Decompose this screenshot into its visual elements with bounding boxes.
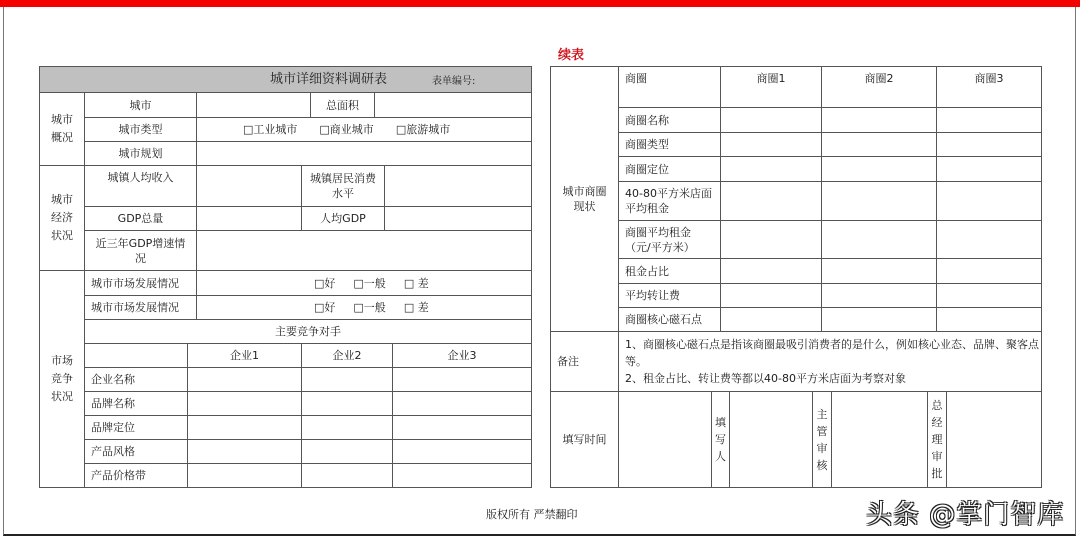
input-urban-consumption[interactable]: [384, 165, 532, 207]
note-2: 2、租金占比、转让费等都以40-80平方米店面为考察对象: [625, 372, 906, 385]
watermark: 头条 @掌门智库: [866, 500, 1065, 530]
input-cell[interactable]: [821, 258, 937, 284]
label-city: 城市: [84, 92, 197, 118]
checkbox-tourism-city[interactable]: □旅游城市: [395, 123, 451, 136]
city-type-options: [196, 117, 532, 142]
input-cell[interactable]: [301, 391, 393, 416]
label-supervisor-review: [812, 391, 832, 488]
input-cell[interactable]: [720, 132, 822, 157]
label-urban-consumption: 城镇居民消费水平: [301, 165, 385, 207]
input-cell[interactable]: [720, 107, 822, 133]
input-cell[interactable]: [936, 107, 1042, 133]
input-cell[interactable]: [936, 258, 1042, 284]
input-cell[interactable]: [720, 258, 822, 284]
col-district-2: 商圈2: [821, 66, 937, 108]
table-title: 城市详细资料调研表: [270, 72, 388, 87]
checkbox-good[interactable]: □好: [314, 276, 336, 290]
row-brand-name: 品牌名称: [84, 391, 188, 416]
input-cell[interactable]: [821, 181, 937, 221]
input-supervisor-review[interactable]: [831, 391, 928, 488]
checkbox-poor[interactable]: □ 差: [403, 301, 429, 314]
label-gdp-growth: 近三年GDP增速情况: [84, 230, 197, 271]
input-cell[interactable]: [301, 439, 393, 464]
input-cell[interactable]: [720, 181, 822, 221]
checkbox-poor[interactable]: □ 差: [403, 276, 429, 290]
input-cell[interactable]: [301, 415, 393, 440]
input-cell[interactable]: [720, 156, 822, 182]
section-economy: [39, 165, 85, 271]
input-cell[interactable]: [821, 283, 937, 308]
row-price-band: 产品价格带: [84, 463, 188, 488]
checkbox-good[interactable]: □好: [314, 301, 336, 314]
checkbox-commercial-city[interactable]: □商业城市: [319, 123, 374, 136]
row-avg-rent-40-80: 40-80平方米店面平均租金: [618, 181, 721, 221]
input-cell[interactable]: [392, 391, 532, 416]
input-cell[interactable]: [936, 181, 1042, 221]
row-district-name: 商圈名称: [618, 107, 721, 133]
label-supervisor-review-text: 主管审核: [816, 407, 828, 472]
section-market-label: 市场竞争状况: [51, 354, 73, 403]
input-cell[interactable]: [301, 463, 393, 488]
input-gdp-growth[interactable]: [196, 230, 532, 271]
input-cell[interactable]: [301, 367, 393, 392]
input-cell[interactable]: [392, 439, 532, 464]
section-business-district-label: 城市商圈现状: [562, 185, 607, 213]
input-cell[interactable]: [821, 107, 937, 133]
competitor-corner: [84, 343, 188, 368]
input-cell[interactable]: [821, 132, 937, 157]
checkbox-average[interactable]: □一般: [353, 276, 386, 290]
market-dev-options-1: [196, 270, 532, 296]
input-cell[interactable]: [392, 415, 532, 440]
header-district: 商圈: [618, 66, 721, 108]
input-cell[interactable]: [392, 367, 532, 392]
row-district-type: 商圈类型: [618, 132, 721, 157]
input-cell[interactable]: [187, 439, 302, 464]
input-cell[interactable]: [187, 367, 302, 392]
col-district-3: 商圈3: [936, 66, 1042, 108]
section-economy-label: 城市经济状况: [51, 193, 73, 242]
section-overview: [39, 92, 85, 166]
label-city-type: 城市类型: [84, 117, 197, 142]
section-overview-label: 城市概况: [51, 113, 73, 144]
checkbox-industrial-city[interactable]: □工业城市: [243, 123, 298, 136]
input-total-area[interactable]: [374, 92, 532, 118]
note-1: 1、商圈核心磁石点是指该商圈最吸引消费者的是什么，例如核心业态、品牌、聚客点等。: [625, 338, 1039, 368]
copyright-text: 版权所有 严禁翻印: [486, 508, 578, 521]
input-gm-approval[interactable]: [946, 391, 1042, 488]
col-enterprise-3: 企业3: [392, 343, 532, 368]
section-market: [39, 270, 85, 488]
row-rent-ratio: 租金占比: [618, 258, 721, 284]
col-enterprise-1: 企业1: [187, 343, 302, 368]
row-enterprise-name: 企业名称: [84, 367, 188, 392]
label-filler: [711, 391, 730, 488]
row-product-style: 产品风格: [84, 439, 188, 464]
input-cell[interactable]: [936, 132, 1042, 157]
label-market-dev-2: 城市市场发展情况: [84, 295, 197, 320]
label-filler-text: 填写人: [715, 416, 726, 463]
input-cell[interactable]: [936, 156, 1042, 182]
input-fill-time[interactable]: [618, 391, 712, 488]
label-gm-approval-text: 总经理审批: [931, 399, 943, 480]
checkbox-average[interactable]: □一般: [353, 301, 386, 314]
label-market-dev-1: 城市市场发展情况: [84, 270, 197, 296]
row-anchor-points: 商圈核心磁石点: [618, 307, 721, 332]
input-city[interactable]: [196, 92, 311, 118]
label-total-area: 总面积: [310, 92, 375, 118]
section-business-district: [550, 66, 619, 332]
table-header: [39, 66, 532, 93]
input-cell[interactable]: [936, 220, 1042, 259]
row-avg-rent: 商圈平均租金（元/平方米）: [618, 220, 721, 259]
label-fill-time: 填写时间: [550, 391, 619, 488]
input-city-planning[interactable]: [196, 141, 532, 166]
input-filler[interactable]: [729, 391, 813, 488]
input-cell[interactable]: [720, 220, 822, 259]
label-gdp-per-capita: 人均GDP: [301, 206, 385, 231]
input-gdp-per-capita[interactable]: [384, 206, 532, 231]
input-cell[interactable]: [821, 220, 937, 259]
input-urban-income[interactable]: [196, 165, 302, 207]
notes-content: [618, 331, 1042, 392]
input-cell[interactable]: [936, 283, 1042, 308]
input-cell[interactable]: [392, 463, 532, 488]
continued-label: 续表: [558, 48, 585, 63]
input-cell[interactable]: [720, 283, 822, 308]
label-gdp-total: GDP总量: [84, 206, 197, 231]
label-urban-income: 城镇人均收入: [84, 165, 197, 207]
notes-label: 备注: [550, 331, 619, 392]
input-cell[interactable]: [187, 415, 302, 440]
row-brand-positioning: 品牌定位: [84, 415, 188, 440]
input-cell[interactable]: [821, 156, 937, 182]
label-city-planning: 城市规划: [84, 141, 197, 166]
input-cell[interactable]: [720, 307, 822, 332]
label-gm-approval: [927, 391, 947, 488]
input-gdp-total[interactable]: [196, 206, 302, 231]
row-transfer-fee: 平均转让费: [618, 283, 721, 308]
input-cell[interactable]: [936, 307, 1042, 332]
input-cell[interactable]: [187, 463, 302, 488]
competitors-header: 主要竞争对手: [84, 319, 532, 344]
row-district-positioning: 商圈定位: [618, 156, 721, 182]
col-district-1: 商圈1: [720, 66, 822, 108]
input-cell[interactable]: [187, 391, 302, 416]
top-red-bar: [0, 0, 1080, 7]
form-number-label: 表单编号:: [432, 76, 476, 87]
market-dev-options-2: [196, 295, 532, 320]
col-enterprise-2: 企业2: [301, 343, 393, 368]
input-cell[interactable]: [821, 307, 937, 332]
